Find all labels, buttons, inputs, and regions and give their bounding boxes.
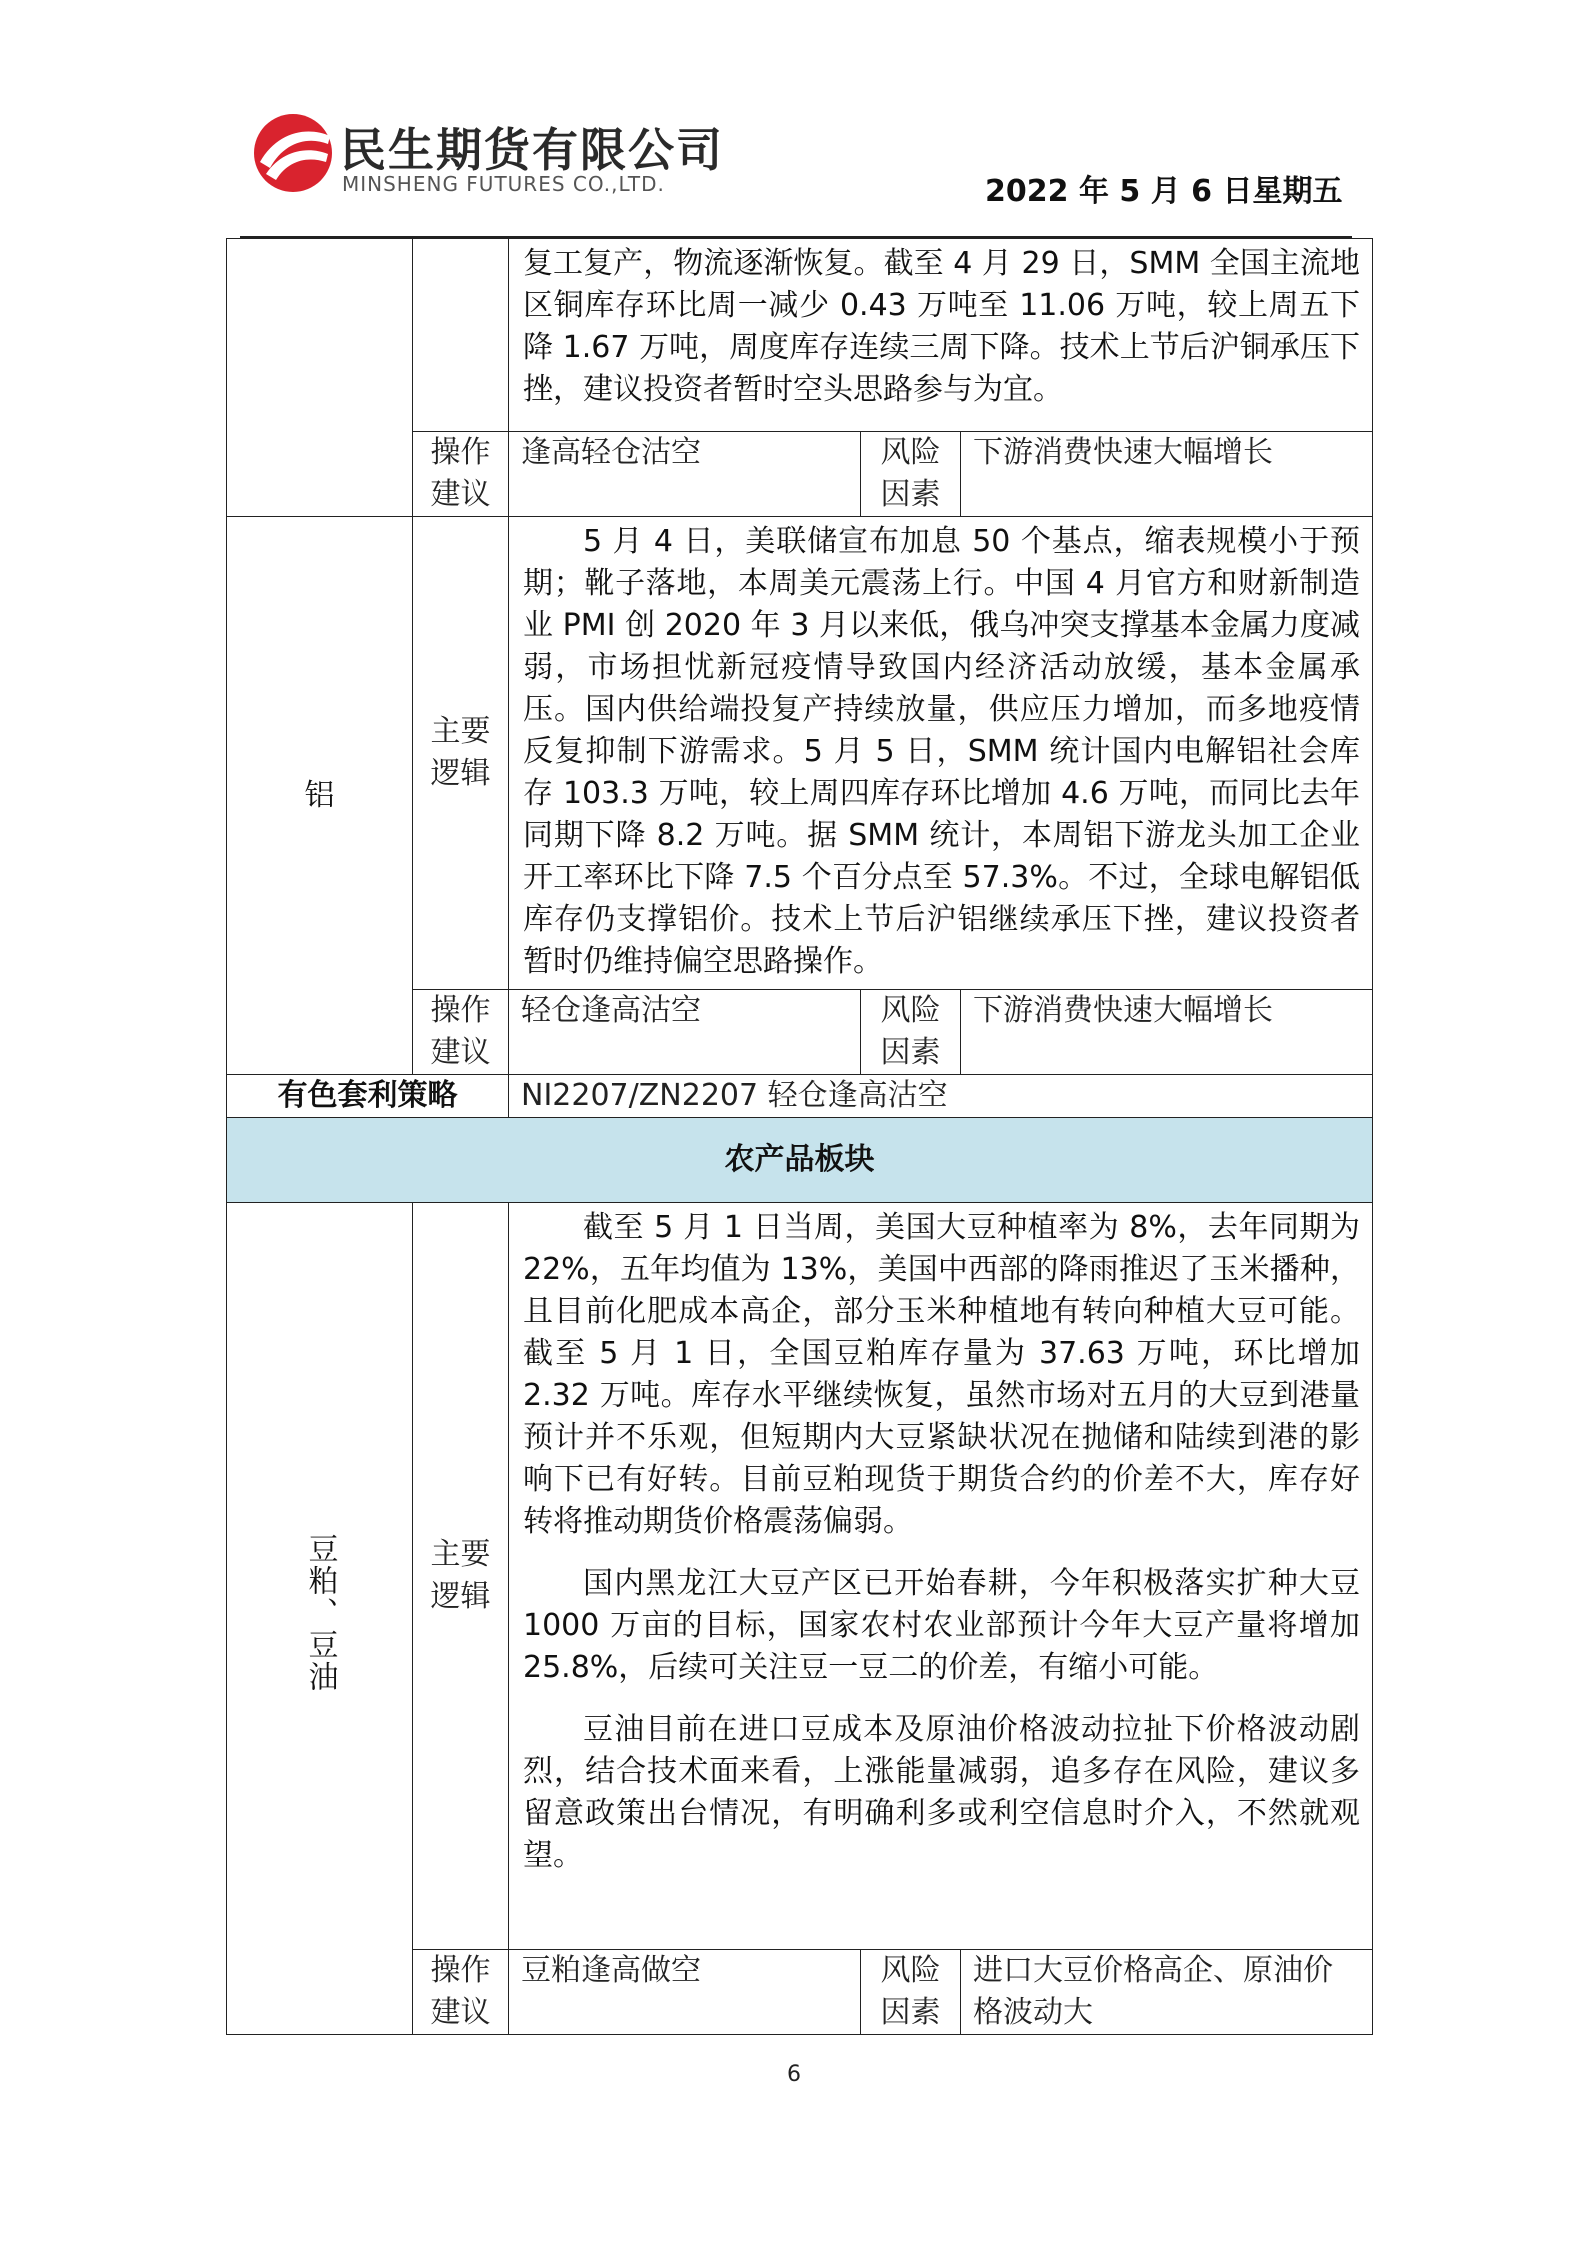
soy-op-label: 操作 建议 (413, 1950, 509, 2035)
soy-category: 豆粕、豆油 (302, 1532, 338, 1693)
minsheng-logo-icon (252, 112, 334, 194)
aluminum-op-value: 轻仓逢高沽空 (509, 990, 861, 1075)
aluminum-risk-label: 风险 因素 (861, 990, 961, 1075)
agri-section-row (227, 1118, 1373, 1203)
page-number: 6 (787, 2062, 801, 2087)
aluminum-logic-row (227, 517, 1373, 990)
aluminum-category: 铝 (227, 517, 413, 1075)
soy-para-3: 豆油目前在进口豆成本及原油价格波动拉扯下价格波动剧烈，结合技术面来看，上涨能量减弱，追多存在风险，建议多留意政策出台情况，有明确利多或利空信息时介入，不然就观望。 (523, 1712, 1361, 1873)
copper-op-label: 操作 建议 (413, 432, 509, 517)
aluminum-logic-label: 主要 逻辑 (413, 517, 509, 990)
soy-logic-text (509, 1203, 1373, 1950)
copper-op-value: 逢高轻仓沽空 (509, 432, 861, 517)
aluminum-risk-value: 下游消费快速大幅增长 (961, 990, 1373, 1075)
copper-category-cell (227, 239, 413, 517)
copper-logic-text: 复工复产，物流逐渐恢复。截至 4 月 29 日，SMM 全国主流地区铜库存环比周一减少 0.43 万吨至 11.06 万吨，较上周五下降 1.67 万吨，周度库存连续三周下降。技术上节后沪铜承压下挫，建议投资者暂时空头思路参与为宜。 (509, 239, 1373, 432)
soy-category-cell (227, 1203, 413, 2035)
arbitrage-value: NI2207/ZN2207 轻仓逢高沽空 (509, 1075, 1373, 1118)
aluminum-op-label: 操作 建议 (413, 990, 509, 1075)
soy-risk-label: 风险 因素 (861, 1950, 961, 2035)
copper-risk-value: 下游消费快速大幅增长 (961, 432, 1373, 517)
copper-risk-label: 风险 因素 (861, 432, 961, 517)
page-header (0, 0, 1588, 240)
company-name-en: MINSHENG FUTURES CO.,LTD. (342, 172, 665, 196)
soy-logic-row (227, 1203, 1373, 1950)
agri-section-title: 农产品板块 (227, 1118, 1373, 1203)
soy-risk-value: 进口大豆价格高企、原油价格波动大 (961, 1950, 1373, 2035)
company-name-cn: 民生期货有限公司 (340, 123, 724, 177)
soy-para-2: 国内黑龙江大豆产区已开始春耕，今年积极落实扩种大豆 1000 万亩的目标，国家农村农业部预计今年大豆产量将增加 25.8%，后续可关注豆一豆二的价差，有缩小可能。 (523, 1566, 1361, 1685)
report-date: 2022 年 5 月 6 日星期五 (985, 174, 1343, 209)
arbitrage-label: 有色套利策略 (227, 1075, 509, 1118)
soy-logic-label: 主要 逻辑 (413, 1203, 509, 1950)
copper-logic-label-cell (413, 239, 509, 432)
copper-logic-row (227, 239, 1373, 432)
report-table (226, 238, 1373, 2035)
soy-para-1: 截至 5 月 1 日当周，美国大豆种植率为 8%，去年同期为 22%，五年均值为 13%，美国中西部的降雨推迟了玉米播种，且目前化肥成本高企，部分玉米种植地有转向种植大豆可能。截至 5 月 1 日，全国豆粕库存量为 37.63 万吨，环比增加 2.32 万吨。库存水平继续恢复，虽然市场对五月的大豆到港量预计并不乐观，但短期内大豆紧缺状况在抛储和陆续到港的影响下已有好转。目前豆粕现货于期货合约的价差不大，库存好转将推动期货价格震荡偏弱。 (523, 1210, 1361, 1539)
aluminum-logic-text: 5 月 4 日，美联储宣布加息 50 个基点，缩表规模小于预期；靴子落地，本周美元震荡上行。中国 4 月官方和财新制造业 PMI 创 2020 年 3 月以来低，俄乌冲突支撑基本金属力度减弱，市场担忧新冠疫情导致国内经济活动放缓，基本金属承压。国内供给端投复产持续放量，供应压力增加，而多地疫情反复抑制下游需求。5 月 5 日，SMM 统计国内电解铝社会库存 103.3 万吨，较上周四库存环比增加 4.6 万吨，而同比去年同期下降 8.2 万吨。据 SMM 统计，本周铝下游龙头加工企业开工率环比下降 7.5 个百分点至 57.3%。不过，全球电解铝低库存仍支撑铝价。技术上节后沪铝继续承压下挫，建议投资者暂时仍维持偏空思路操作。 (509, 517, 1373, 990)
soy-op-value: 豆粕逢高做空 (509, 1950, 861, 2035)
arbitrage-row (227, 1075, 1373, 1118)
